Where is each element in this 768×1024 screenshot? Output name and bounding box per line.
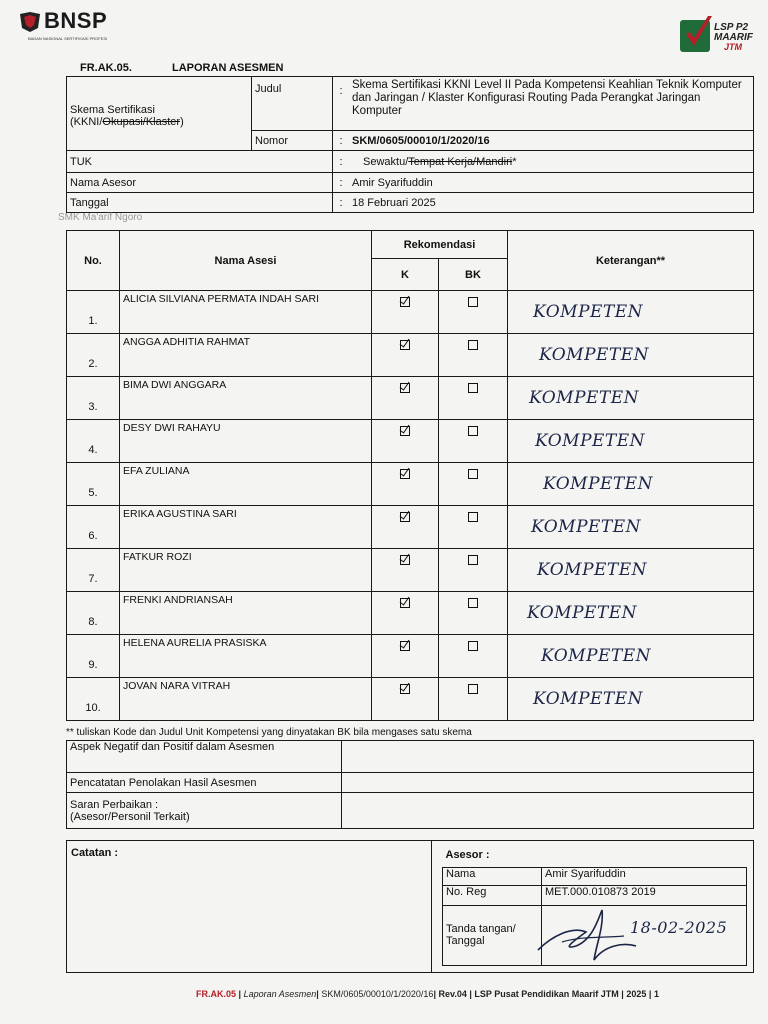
row-keterangan <box>508 506 754 549</box>
bk-checkbox[interactable] <box>468 383 478 393</box>
row-bk-cell <box>439 678 508 721</box>
k-checkbox[interactable] <box>400 469 410 479</box>
doc-title: LAPORAN ASESMEN <box>172 62 284 74</box>
row-k-cell <box>372 506 439 549</box>
row-k-cell <box>372 334 439 377</box>
bnsp-logo <box>14 8 124 42</box>
keterangan-handwriting: KOMPETEN <box>537 560 648 580</box>
saran-value <box>342 793 754 829</box>
footer-org: LSP Pusat Pendidikan Maarif JTM <box>474 989 619 999</box>
skema-sub: (KKNI/Okupasi/Klaster) <box>70 115 184 128</box>
keterangan-handwriting: KOMPETEN <box>541 646 652 666</box>
lsp-line3: JTM <box>724 42 742 52</box>
row-no: 7. <box>67 549 120 592</box>
k-checkbox[interactable] <box>400 684 410 694</box>
signature-scribble <box>532 906 642 962</box>
nomor-label: Nomor <box>252 131 333 151</box>
bk-checkbox[interactable] <box>468 598 478 608</box>
lsp-emblem-icon <box>678 12 758 58</box>
row-bk-cell <box>439 420 508 463</box>
keterangan-handwriting: KOMPETEN <box>529 388 640 408</box>
asesor-heading: Asesor : <box>445 849 490 861</box>
doc-code: FR.AK.05. <box>80 62 132 74</box>
row-nama: HELENA AURELIA PRASISKA <box>120 635 372 678</box>
k-checkbox[interactable] <box>400 641 410 651</box>
table-row <box>67 635 754 678</box>
table-row <box>67 549 754 592</box>
k-checkbox[interactable] <box>400 383 410 393</box>
skema-cell <box>67 77 252 151</box>
row-no: 8. <box>67 592 120 635</box>
footer-code: FR.AK.05 <box>196 989 237 999</box>
row-k-cell <box>372 678 439 721</box>
keterangan-handwriting: KOMPETEN <box>543 474 654 494</box>
row-no: 4. <box>67 420 120 463</box>
row-nama: ALICIA SILVIANA PERMATA INDAH SARI <box>120 291 372 334</box>
table-row <box>67 420 754 463</box>
footer-title: Laporan Asesmen <box>243 989 317 999</box>
row-keterangan <box>508 334 754 377</box>
catatan-label: Catatan : <box>71 847 119 859</box>
row-keterangan <box>508 377 754 420</box>
col-keterangan: Keterangan** <box>508 231 754 291</box>
col-bk: BK <box>439 259 508 291</box>
pencatatan-label: Pencatatan Penolakan Hasil Asesmen <box>67 773 342 793</box>
assessment-table <box>66 230 754 721</box>
bnsp-full-name: BADAN NASIONAL SERTIFIKASI PROFESI <box>28 36 108 41</box>
pencatatan-value <box>342 773 754 793</box>
keterangan-handwriting: KOMPETEN <box>539 345 650 365</box>
sig-nama-label: Nama <box>443 867 542 885</box>
judul-label: Judul <box>252 77 333 131</box>
row-nama: DESY DWI RAHAYU <box>120 420 372 463</box>
sig-handwritten-date: 18-02-2025 <box>630 917 728 937</box>
asesor-inner <box>442 849 747 966</box>
row-bk-cell <box>439 463 508 506</box>
k-checkbox[interactable] <box>400 512 410 522</box>
row-no: 3. <box>67 377 120 420</box>
bk-checkbox[interactable] <box>468 426 478 436</box>
row-keterangan <box>508 420 754 463</box>
row-k-cell <box>372 377 439 420</box>
row-keterangan <box>508 463 754 506</box>
bk-checkbox[interactable] <box>468 297 478 307</box>
row-bk-cell <box>439 506 508 549</box>
footer-rev: Rev.04 <box>438 989 467 999</box>
nomor-value: SKM/0605/00010/1/2020/16 <box>349 131 754 151</box>
asesor-block <box>432 841 754 973</box>
k-checkbox[interactable] <box>400 555 410 565</box>
row-k-cell <box>372 635 439 678</box>
row-nama: FATKUR ROZI <box>120 549 372 592</box>
row-keterangan <box>508 592 754 635</box>
tuk-value: Sewaktu/Tempat Kerja/Mandiri* <box>349 151 754 173</box>
k-checkbox[interactable] <box>400 598 410 608</box>
footnote: ** tuliskan Kode dan Judul Unit Kompetensi yang dinyatakan BK bila mengases satu skema <box>66 727 472 738</box>
lsp-logo <box>678 12 758 58</box>
keterangan-handwriting: KOMPETEN <box>531 517 642 537</box>
sig-ttd-value <box>542 905 747 965</box>
row-no: 5. <box>67 463 120 506</box>
row-k-cell <box>372 291 439 334</box>
table-row <box>67 377 754 420</box>
k-checkbox[interactable] <box>400 340 410 350</box>
table-row <box>67 592 754 635</box>
judul-value: Skema Sertifikasi KKNI Level II Pada Kompetensi Keahlian Teknik Komputer dan Jaringan / Klaster Konfigurasi Routing Pada Perangkat Jaringan Komputer <box>349 77 754 131</box>
aspek-value <box>342 741 754 773</box>
col-k: K <box>372 259 439 291</box>
row-nama: BIMA DWI ANGGARA <box>120 377 372 420</box>
row-keterangan <box>508 549 754 592</box>
col-rekomendasi: Rekomendasi <box>372 231 508 259</box>
keterangan-handwriting: KOMPETEN <box>527 603 638 623</box>
bnsp-name: BNSP <box>44 8 108 33</box>
sig-noreg-label: No. Reg <box>443 885 542 905</box>
asesor-label: Nama Asesor <box>67 173 333 193</box>
tanggal-label: Tanggal <box>67 193 333 213</box>
row-no: 6. <box>67 506 120 549</box>
table-row <box>67 678 754 721</box>
row-keterangan <box>508 635 754 678</box>
aspects-table <box>66 740 754 829</box>
lsp-line2: MAARIF <box>714 32 753 43</box>
tanggal-value: 18 Februari 2025 <box>349 193 754 213</box>
tuk-label: TUK <box>67 151 333 173</box>
table-row <box>67 506 754 549</box>
row-k-cell <box>372 420 439 463</box>
aspek-label: Aspek Negatif dan Positif dalam Asesmen <box>67 741 342 773</box>
table-row <box>67 334 754 377</box>
tuk-colon: : <box>333 151 350 173</box>
row-bk-cell <box>439 635 508 678</box>
row-no: 10. <box>67 678 120 721</box>
row-k-cell <box>372 463 439 506</box>
row-keterangan <box>508 291 754 334</box>
row-bk-cell <box>439 377 508 420</box>
sig-noreg-value: MET.000.010873 2019 <box>542 885 747 905</box>
row-no: 1. <box>67 291 120 334</box>
keterangan-handwriting: KOMPETEN <box>533 302 644 322</box>
row-bk-cell <box>439 334 508 377</box>
bk-checkbox[interactable] <box>468 641 478 651</box>
tanggal-colon: : <box>333 193 350 213</box>
asesi-list <box>67 291 754 721</box>
table-row <box>67 463 754 506</box>
bk-checkbox[interactable] <box>468 512 478 522</box>
nomor-colon: : <box>333 131 350 151</box>
k-checkbox[interactable] <box>400 426 410 436</box>
lsp-line1: LSP P2 <box>714 22 749 33</box>
bk-checkbox[interactable] <box>468 555 478 565</box>
table-row <box>67 291 754 334</box>
keterangan-handwriting: KOMPETEN <box>535 431 646 451</box>
catatan-cell <box>67 841 432 973</box>
footer-page: 1 <box>653 989 659 999</box>
saran-label: Saran Perbaikan : (Asesor/Personil Terkait) <box>67 793 342 829</box>
sig-nama-value: Amir Syarifuddin <box>542 867 747 885</box>
info-table <box>66 76 754 213</box>
footer: FR.AK.05 | Laporan Asesmen| SKM/0605/00010/1/2020/16| Rev.04 | LSP Pusat Pendidikan Maarif JTM | 2025 | 1 <box>196 989 659 999</box>
signature-table <box>66 840 754 973</box>
row-bk-cell <box>439 592 508 635</box>
bk-checkbox[interactable] <box>468 340 478 350</box>
row-no: 2. <box>67 334 120 377</box>
row-bk-cell <box>439 549 508 592</box>
bk-checkbox[interactable] <box>468 469 478 479</box>
row-bk-cell <box>439 291 508 334</box>
row-nama: JOVAN NARA VITRAH <box>120 678 372 721</box>
bk-checkbox[interactable] <box>468 684 478 694</box>
footer-year: 2025 <box>626 989 647 999</box>
asesor-value: Amir Syarifuddin <box>349 173 754 193</box>
col-nama: Nama Asesi <box>120 231 372 291</box>
keterangan-handwriting: KOMPETEN <box>533 689 644 709</box>
row-no: 9. <box>67 635 120 678</box>
row-k-cell <box>372 549 439 592</box>
judul-colon: : <box>333 77 350 131</box>
col-no: No. <box>67 231 120 291</box>
asesor-colon: : <box>333 173 350 193</box>
row-nama: EFA ZULIANA <box>120 463 372 506</box>
k-checkbox[interactable] <box>400 297 410 307</box>
skema-label: Skema Sertifikasi <box>70 103 155 116</box>
row-nama: FRENKI ANDRIANSAH <box>120 592 372 635</box>
row-nama: ANGGA ADHITIA RAHMAT <box>120 334 372 377</box>
row-keterangan <box>508 678 754 721</box>
footer-skema: SKM/0605/00010/1/2020/16 <box>321 989 434 999</box>
sig-ttd-label: Tanda tangan/ Tanggal <box>443 905 542 965</box>
bnsp-emblem-icon <box>18 10 42 34</box>
faint-stamp: SMK Ma'arif Ngoro <box>58 212 143 223</box>
row-nama: ERIKA AGUSTINA SARI <box>120 506 372 549</box>
row-k-cell <box>372 592 439 635</box>
